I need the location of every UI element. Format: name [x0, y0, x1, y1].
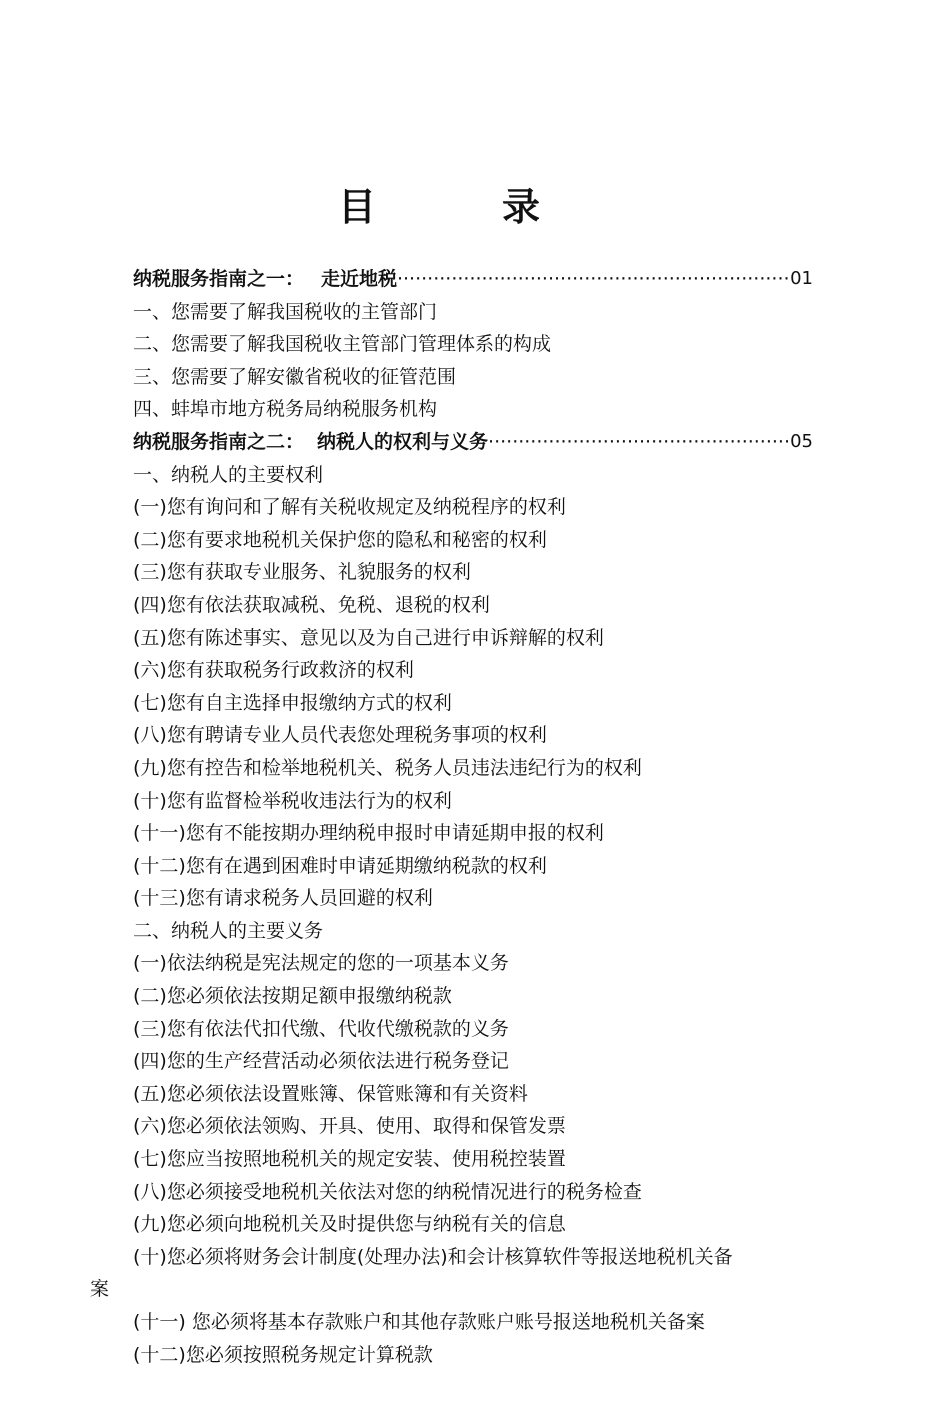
toc-item: (十三)您有请求税务人员回避的权利	[133, 887, 433, 910]
section-topic: 纳税人的权利与义务	[317, 430, 489, 453]
toc-list	[90, 263, 833, 1371]
section-gap	[304, 263, 321, 296]
toc-item: (七)您应当按照地税机关的规定安装、使用税控装置	[133, 1148, 566, 1171]
toc-item: (六)您有获取税务行政救济的权利	[133, 659, 414, 682]
toc-item: (十一)您有不能按期办理纳税申报时申请延期申报的权利	[133, 822, 604, 845]
toc-item: (十一) 您必须将基本存款账户和其他存款账户账号报送地税机关备案	[133, 1311, 705, 1333]
toc-item-continuation: 案	[90, 1278, 110, 1301]
toc-item: (八)您有聘请专业人员代表您处理税务事项的权利	[133, 724, 547, 747]
section-gap	[304, 426, 317, 459]
toc-item: (五)您必须依法设置账簿、保管账簿和有关资料	[133, 1082, 528, 1105]
toc-item: (一)依法纳税是宪法规定的您的一项基本义务	[133, 952, 509, 975]
toc-item: 一、纳税人的主要权利	[133, 463, 324, 486]
dot-leader	[397, 263, 788, 296]
toc-item: (四)您有依法获取减税、免税、退税的权利	[133, 593, 490, 616]
toc-item: 三、您需要了解安徽省税收的征管范围	[133, 365, 457, 388]
toc-item: (二)您必须依法按期足额申报缴纳税款	[133, 985, 452, 1008]
toc-item: (八)您必须接受地税机关依法对您的纳税情况进行的税务检查	[133, 1180, 642, 1203]
toc-item: (十)您必须将财务会计制度(处理办法)和会计核算软件等报送地税机关备	[133, 1245, 733, 1268]
toc-item: (三)您有获取专业服务、礼貌服务的权利	[133, 561, 471, 584]
toc-item: (十)您有监督检举税收违法行为的权利	[133, 789, 452, 812]
toc-item: 四、蚌埠市地方税务局纳税服务机构	[133, 398, 438, 421]
toc-item: (三)您有依法代扣代缴、代收代缴税款的义务	[133, 1017, 509, 1040]
toc-section-heading	[133, 426, 813, 459]
section-label: 纳税服务指南之一：	[133, 268, 305, 290]
section-topic: 走近地税	[320, 268, 397, 290]
page-title: 目 录	[337, 184, 584, 229]
toc-item: (一)您有询问和了解有关税收规定及纳税程序的权利	[133, 496, 566, 519]
toc-item: (六)您必须依法领购、开具、使用、取得和保管发票	[133, 1115, 566, 1138]
page-number: 01	[790, 268, 813, 289]
toc-section-heading	[133, 263, 813, 296]
page-number: 05	[790, 430, 813, 452]
toc-item: 二、您需要了解我国税收主管部门管理体系的构成	[133, 333, 552, 356]
toc-item: (十二)您必须按照税务规定计算税款	[133, 1343, 433, 1366]
toc-item: (二)您有要求地税机关保护您的隐私和秘密的权利	[133, 528, 547, 551]
toc-item: (四)您的生产经营活动必须依法进行税务登记	[133, 1050, 509, 1073]
toc-item: (五)您有陈述事实、意见以及为自己进行申诉辩解的权利	[133, 626, 604, 649]
dot-leader	[488, 426, 788, 459]
toc-item: (十二)您有在遇到困难时申请延期缴纳税款的权利	[133, 854, 547, 877]
toc-item: (九)您有控告和检举地税机关、税务人员违法违纪行为的权利	[133, 756, 642, 779]
section-label: 纳税服务指南之二：	[133, 430, 305, 453]
toc-item: (七)您有自主选择申报缴纳方式的权利	[133, 691, 452, 714]
toc-item: (九)您必须向地税机关及时提供您与纳税有关的信息	[133, 1213, 566, 1236]
toc-item: 二、纳税人的主要义务	[133, 919, 324, 942]
toc-item: 一、您需要了解我国税收的主管部门	[133, 300, 438, 323]
